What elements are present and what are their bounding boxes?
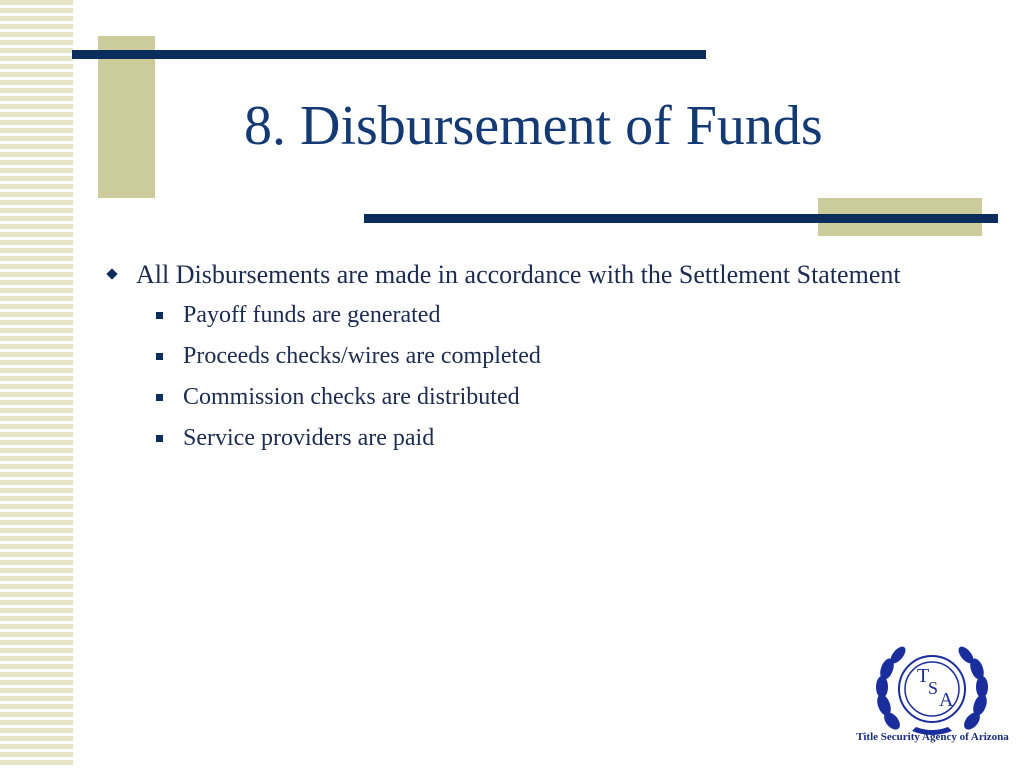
logo-initial-a: A (939, 689, 954, 711)
sub-bullet-text: Commission checks are distributed (183, 384, 520, 410)
square-bullet-icon (156, 394, 163, 401)
square-bullet-icon (156, 353, 163, 360)
sub-bullet-item (154, 423, 964, 453)
main-bullet-text: All Disbursements are made in accordance with the Settlement Statement (136, 260, 901, 289)
sub-bullet-item (154, 382, 964, 412)
decorative-stripes (0, 0, 73, 768)
sub-bullet-item (154, 341, 964, 371)
sub-bullet-text: Payoff funds are generated (183, 302, 441, 328)
sub-bullet-text: Proceeds checks/wires are completed (183, 343, 541, 369)
decorative-navy-bar-bottom (364, 214, 998, 223)
sub-bullet-list (154, 300, 964, 453)
sub-bullet-item (154, 300, 964, 330)
square-bullet-icon (156, 435, 163, 442)
sub-bullet-text: Service providers are paid (183, 425, 435, 451)
main-bullet (104, 258, 964, 292)
slide-title: 8. Disbursement of Funds (244, 95, 823, 157)
logo-caption: Title Security Agency of Arizona (856, 731, 1009, 743)
square-bullet-icon (156, 312, 163, 319)
decorative-navy-bar-top (72, 50, 706, 59)
slide-content (104, 258, 964, 464)
logo-initial-t: T (917, 665, 930, 687)
diamond-bullet-icon (106, 268, 117, 279)
logo-initial-s: S (928, 678, 939, 698)
decorative-tan-block-left (98, 36, 155, 198)
